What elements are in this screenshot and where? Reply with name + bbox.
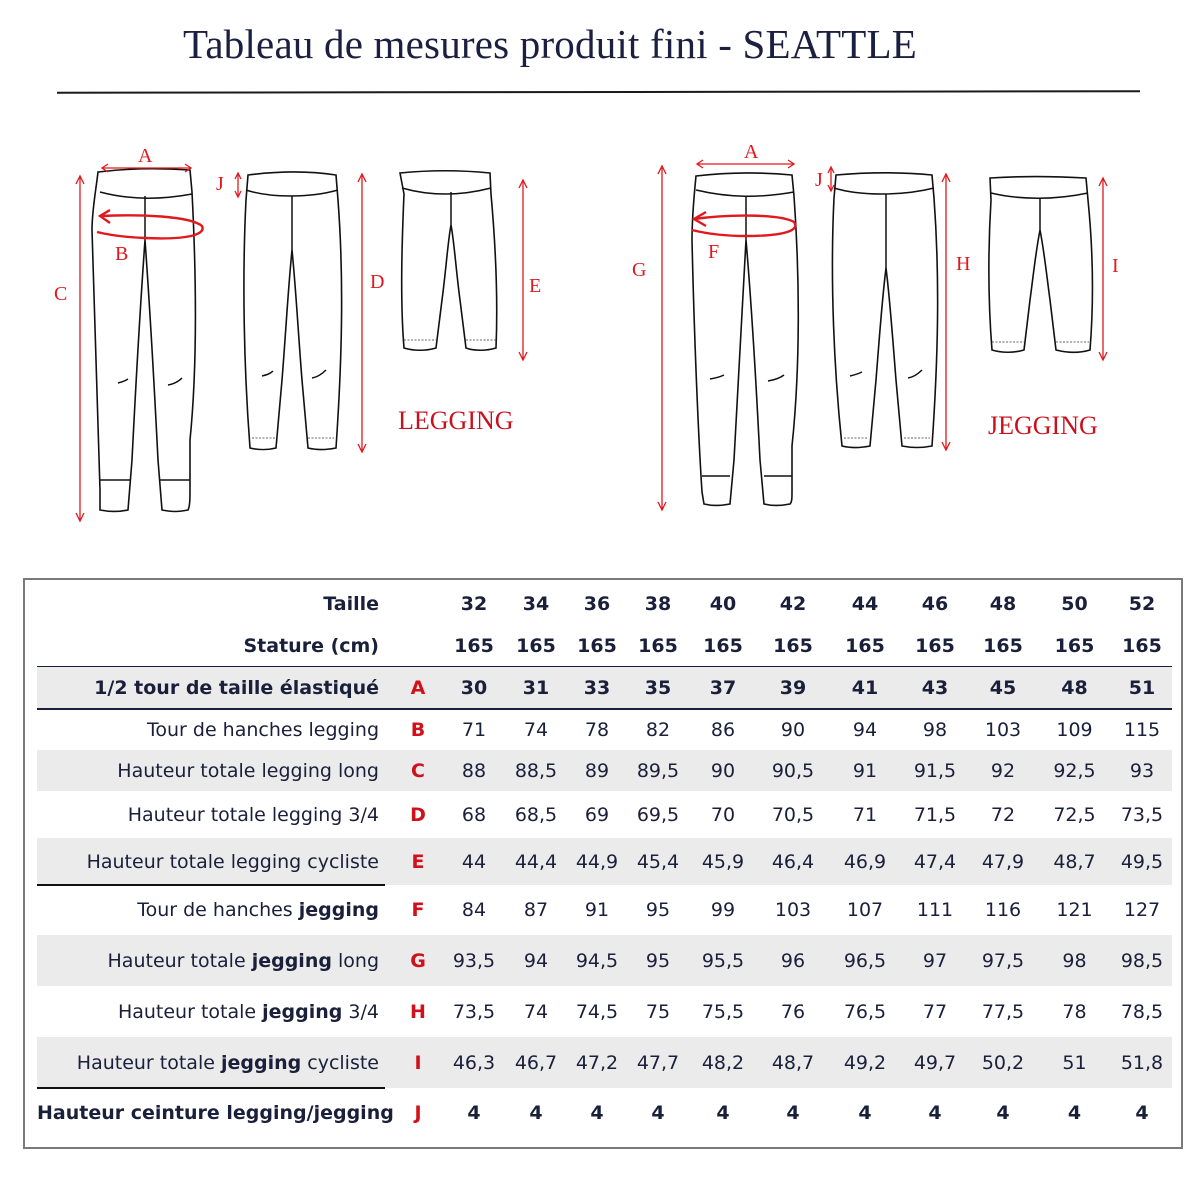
value-cell: 86 bbox=[710, 718, 736, 741]
table-row-h bbox=[37, 986, 1172, 1037]
table-row-e bbox=[37, 838, 1172, 885]
table-row-a bbox=[37, 667, 1172, 709]
jegging-label: JEGGING bbox=[988, 411, 1098, 440]
value-cell: 70 bbox=[710, 803, 736, 826]
measure-letter-c: C bbox=[54, 283, 68, 305]
value-cell: 44,9 bbox=[575, 850, 619, 873]
value-cell: 96 bbox=[780, 949, 806, 972]
value-cell: 88,5 bbox=[514, 759, 558, 782]
measure-letter-f: F bbox=[708, 241, 720, 263]
value-cell: 51 bbox=[1128, 677, 1156, 699]
value-cell: 43 bbox=[921, 677, 949, 699]
value-cell: 41 bbox=[851, 677, 879, 699]
value-cell: 98 bbox=[1062, 949, 1087, 972]
value-cell: 95 bbox=[645, 949, 671, 972]
value-cell: 31 bbox=[522, 677, 550, 699]
jegging-diagram-icon bbox=[600, 130, 1160, 530]
value-cell: 71 bbox=[461, 718, 487, 741]
value-cell: 91 bbox=[584, 899, 610, 921]
row-label: Tour de hanches legging bbox=[147, 718, 379, 741]
table-header-row-stature bbox=[37, 625, 1172, 667]
value-cell: 45,9 bbox=[701, 850, 745, 873]
measure-letter-j-jegging: J bbox=[815, 169, 823, 191]
value-cell: 39 bbox=[779, 677, 807, 699]
value-cell: 78,5 bbox=[1120, 1000, 1164, 1023]
measure-letter-j: J bbox=[216, 173, 224, 195]
value-cell: 51,8 bbox=[1120, 1051, 1164, 1074]
value-cell: 48,7 bbox=[771, 1051, 815, 1074]
value-cell: 47,2 bbox=[575, 1051, 619, 1074]
value-cell: 76,5 bbox=[843, 1000, 887, 1023]
row-code: D bbox=[410, 803, 426, 826]
stature-cell: 165 bbox=[845, 635, 885, 657]
row-code: G bbox=[410, 949, 426, 972]
value-cell: 94 bbox=[852, 718, 878, 741]
value-cell: 48,7 bbox=[1053, 850, 1096, 873]
measure-letter-b: B bbox=[115, 243, 129, 265]
row-code: J bbox=[414, 1102, 422, 1124]
size-cell: 32 bbox=[460, 593, 488, 615]
value-cell: 68,5 bbox=[514, 803, 558, 826]
value-cell: 72,5 bbox=[1053, 803, 1096, 826]
value-cell: 97 bbox=[922, 949, 948, 972]
measurement-table bbox=[37, 583, 1172, 1138]
value-cell: 75 bbox=[645, 1000, 671, 1023]
measure-letter-g: G bbox=[632, 259, 647, 281]
value-cell: 93,5 bbox=[452, 949, 496, 972]
value-cell: 37 bbox=[709, 677, 737, 699]
value-cell: 68 bbox=[461, 803, 487, 826]
row-label: Hauteur totale legging 3/4 bbox=[127, 803, 379, 826]
value-cell: 4 bbox=[996, 1102, 1010, 1124]
table-header-row-size bbox=[37, 583, 1172, 625]
value-cell: 111 bbox=[916, 899, 954, 921]
size-cell: 52 bbox=[1128, 593, 1156, 615]
stature-cell: 165 bbox=[516, 635, 556, 657]
value-cell: 77,5 bbox=[981, 1000, 1025, 1023]
value-cell: 49,7 bbox=[913, 1051, 957, 1074]
value-cell: 88 bbox=[461, 759, 487, 782]
row-label: Hauteur totale legging long bbox=[117, 759, 379, 782]
size-cell: 38 bbox=[644, 593, 672, 615]
value-cell: 103 bbox=[984, 718, 1022, 741]
value-cell: 70,5 bbox=[771, 803, 815, 826]
value-cell: 92 bbox=[990, 759, 1016, 782]
value-cell: 49,2 bbox=[843, 1051, 887, 1074]
value-cell: 94,5 bbox=[575, 949, 619, 972]
value-cell: 49,5 bbox=[1120, 850, 1164, 873]
value-cell: 46,4 bbox=[771, 850, 815, 873]
value-cell: 91,5 bbox=[913, 759, 957, 782]
value-cell: 89 bbox=[584, 759, 610, 782]
row-label: Hauteur totale jegging long bbox=[107, 949, 379, 972]
row-code: A bbox=[410, 677, 426, 699]
value-cell: 69 bbox=[584, 803, 610, 826]
page-title: Tableau de mesures produit fini - SEATTLE bbox=[182, 21, 918, 67]
value-cell: 95 bbox=[645, 899, 671, 921]
value-cell: 72 bbox=[990, 803, 1016, 826]
value-cell: 74 bbox=[523, 718, 549, 741]
value-cell: 4 bbox=[858, 1102, 872, 1124]
value-cell: 76 bbox=[780, 1000, 806, 1023]
value-cell: 90 bbox=[780, 718, 806, 741]
value-cell: 50,2 bbox=[981, 1051, 1025, 1074]
table-row-g bbox=[37, 935, 1172, 986]
value-cell: 4 bbox=[529, 1102, 543, 1124]
value-cell: 127 bbox=[1123, 899, 1161, 921]
row-label: Hauteur ceinture legging/jegging bbox=[37, 1102, 394, 1124]
value-cell: 97,5 bbox=[981, 949, 1025, 972]
value-cell: 4 bbox=[467, 1102, 481, 1124]
stature-cell: 165 bbox=[638, 635, 678, 657]
stature-cell: 165 bbox=[1122, 635, 1162, 657]
value-cell: 98 bbox=[922, 718, 948, 741]
value-cell: 30 bbox=[460, 677, 488, 699]
value-cell: 91 bbox=[852, 759, 878, 782]
row-code: I bbox=[414, 1051, 422, 1074]
value-cell: 82 bbox=[645, 718, 671, 741]
value-cell: 78 bbox=[584, 718, 610, 741]
value-cell: 90,5 bbox=[771, 759, 815, 782]
value-cell: 109 bbox=[1056, 718, 1093, 741]
measure-letter-e: E bbox=[529, 275, 542, 297]
value-cell: 4 bbox=[786, 1102, 800, 1124]
jegging-illustration bbox=[600, 130, 1160, 530]
measure-letter-a-jegging: A bbox=[744, 141, 759, 163]
value-cell: 44,4 bbox=[514, 850, 558, 873]
value-cell: 46,3 bbox=[452, 1051, 496, 1074]
size-cell: 50 bbox=[1061, 593, 1088, 615]
value-cell: 48 bbox=[1061, 677, 1088, 699]
row-label: Hauteur totale legging cycliste bbox=[86, 850, 379, 873]
row-label: Hauteur totale jegging cycliste bbox=[76, 1051, 379, 1074]
measure-letter-d: D bbox=[370, 271, 385, 293]
value-cell: 92,5 bbox=[1053, 759, 1096, 782]
value-cell: 99 bbox=[710, 899, 736, 921]
value-cell: 84 bbox=[461, 899, 487, 921]
value-cell: 35 bbox=[644, 677, 672, 699]
size-cell: 46 bbox=[921, 593, 949, 615]
stature-cell: 165 bbox=[703, 635, 743, 657]
value-cell: 87 bbox=[523, 899, 549, 921]
size-cell: 42 bbox=[779, 593, 807, 615]
table-row-j bbox=[37, 1088, 1172, 1138]
value-cell: 96,5 bbox=[843, 949, 887, 972]
value-cell: 78 bbox=[1062, 1000, 1087, 1023]
stature-cell: 165 bbox=[1054, 635, 1095, 657]
table-row-b bbox=[37, 709, 1172, 750]
value-cell: 94 bbox=[523, 949, 549, 972]
size-cell: 36 bbox=[583, 593, 611, 615]
size-cell: 34 bbox=[522, 593, 550, 615]
row-label: Hauteur totale jegging 3/4 bbox=[117, 1000, 379, 1023]
row-label: 1/2 tour de taille élastiqué bbox=[94, 677, 379, 699]
header-label-taille: Taille bbox=[323, 593, 379, 615]
jegging-3-4-drawing bbox=[832, 173, 937, 448]
legging-3-4-drawing bbox=[244, 172, 342, 450]
value-cell: 77 bbox=[922, 1000, 948, 1023]
value-cell: 71 bbox=[852, 803, 878, 826]
title-divider bbox=[57, 90, 1140, 94]
value-cell: 4 bbox=[1067, 1102, 1082, 1124]
value-cell: 33 bbox=[583, 677, 611, 699]
value-cell: 4 bbox=[716, 1102, 730, 1124]
value-cell: 45 bbox=[989, 677, 1017, 699]
value-cell: 73,5 bbox=[1120, 803, 1164, 826]
value-cell: 75,5 bbox=[701, 1000, 745, 1023]
size-cell: 44 bbox=[851, 593, 879, 615]
value-cell: 89,5 bbox=[636, 759, 680, 782]
value-cell: 115 bbox=[1123, 718, 1161, 741]
value-cell: 69,5 bbox=[636, 803, 680, 826]
legging-diagram-icon bbox=[30, 130, 590, 530]
value-cell: 47,9 bbox=[981, 850, 1025, 873]
legging-cycliste-drawing bbox=[400, 171, 497, 351]
stature-cell: 165 bbox=[983, 635, 1023, 657]
value-cell: 74 bbox=[523, 1000, 549, 1023]
value-cell: 46,7 bbox=[514, 1051, 558, 1074]
measure-letter-a: A bbox=[138, 145, 153, 167]
value-cell: 44 bbox=[461, 850, 487, 873]
legging-label: LEGGING bbox=[398, 406, 514, 435]
value-cell: 116 bbox=[984, 899, 1022, 921]
row-code: B bbox=[410, 718, 426, 741]
table-row-c bbox=[37, 750, 1172, 791]
stature-cell: 165 bbox=[773, 635, 813, 657]
row-code: C bbox=[411, 759, 425, 782]
value-cell: 74,5 bbox=[575, 1000, 619, 1023]
value-cell: 4 bbox=[651, 1102, 665, 1124]
row-code: E bbox=[411, 850, 425, 873]
value-cell: 48,2 bbox=[701, 1051, 745, 1074]
value-cell: 46,9 bbox=[843, 850, 887, 873]
value-cell: 73,5 bbox=[452, 1000, 496, 1023]
measure-letter-h: H bbox=[956, 253, 971, 275]
value-cell: 47,7 bbox=[636, 1051, 680, 1074]
value-cell: 107 bbox=[846, 899, 884, 921]
row-code: H bbox=[410, 1000, 426, 1023]
value-cell: 51 bbox=[1062, 1051, 1087, 1074]
value-cell: 71,5 bbox=[913, 803, 957, 826]
table-row-f bbox=[37, 885, 1172, 935]
measure-letter-i: I bbox=[1112, 255, 1119, 277]
jegging-long-drawing bbox=[692, 173, 798, 506]
value-cell: 45,4 bbox=[636, 850, 680, 873]
row-label: Tour de hanches jegging bbox=[137, 899, 379, 921]
size-cell: 48 bbox=[989, 593, 1017, 615]
value-cell: 93 bbox=[1129, 759, 1155, 782]
stature-cell: 165 bbox=[915, 635, 955, 657]
legging-illustration bbox=[30, 130, 590, 530]
value-cell: 4 bbox=[1135, 1102, 1149, 1124]
value-cell: 121 bbox=[1056, 899, 1093, 921]
value-cell: 95,5 bbox=[701, 949, 745, 972]
size-cell: 40 bbox=[709, 593, 737, 615]
row-code: F bbox=[411, 899, 425, 921]
table-row-d bbox=[37, 791, 1172, 838]
value-cell: 103 bbox=[774, 899, 812, 921]
table-row-i bbox=[37, 1037, 1172, 1088]
stature-cell: 165 bbox=[577, 635, 617, 657]
stature-cell: 165 bbox=[454, 635, 494, 657]
value-cell: 4 bbox=[928, 1102, 942, 1124]
jegging-cycliste-drawing bbox=[989, 177, 1093, 353]
value-cell: 90 bbox=[710, 759, 736, 782]
value-cell: 98,5 bbox=[1120, 949, 1164, 972]
value-cell: 47,4 bbox=[913, 850, 957, 873]
value-cell: 4 bbox=[590, 1102, 604, 1124]
header-label-stature: Stature (cm) bbox=[243, 635, 379, 657]
